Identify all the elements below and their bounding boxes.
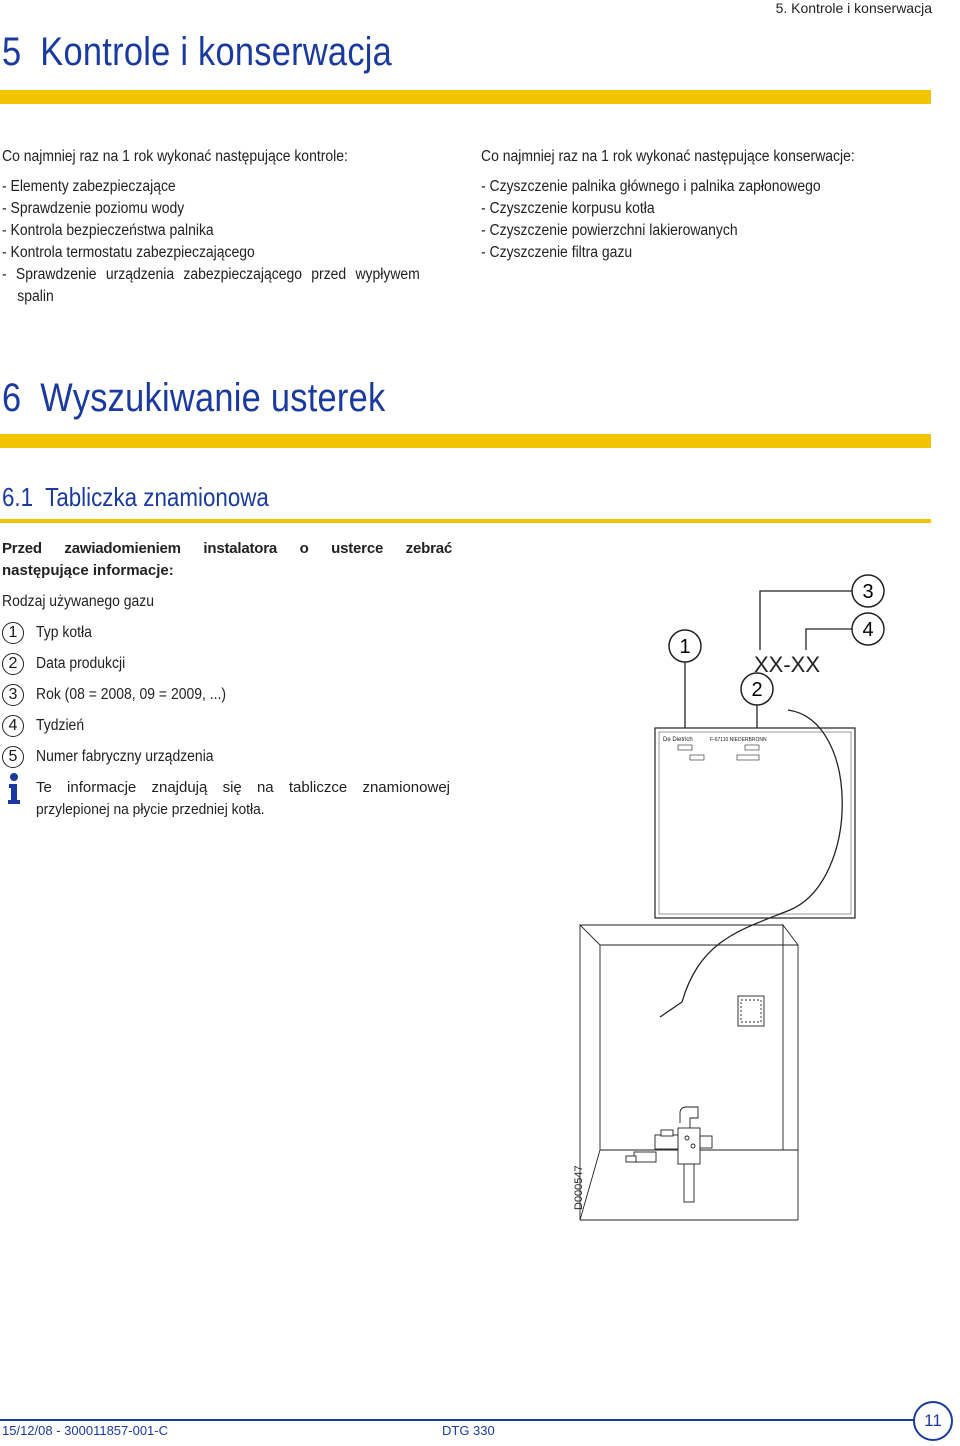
legend-number-3: 3	[2, 684, 24, 706]
checks-item: - Sprawdzenie poziomu wody	[2, 200, 185, 217]
plate-brand: De Dietrich	[663, 737, 693, 743]
legend-label-3: Rok (08 = 2008, 09 = 2009, ...)	[36, 686, 227, 703]
plate-address: F-67110 NIEDERBRONN	[710, 737, 767, 743]
checks-item: - Kontrola bezpieczeństwa palnika	[2, 222, 214, 239]
callout-2	[741, 673, 773, 705]
checks-item: - Elementy zabezpieczające	[2, 178, 176, 195]
collect-info-line-2: następujące informacje:	[2, 562, 174, 579]
section-6-1-rule	[0, 519, 931, 523]
legend-label-2: Data produkcji	[36, 655, 126, 672]
gas-valve-drawing	[626, 1107, 712, 1202]
legend-number-2: 2	[2, 653, 24, 675]
rating-plate-figure	[560, 570, 960, 1230]
running-header: 5. Kontrole i konserwacja	[775, 0, 932, 16]
legend-label-5: Numer fabryczny urządzenia	[36, 748, 214, 765]
section-6-rule	[0, 434, 931, 448]
section-5-heading	[2, 30, 392, 75]
info-icon	[4, 772, 24, 806]
gas-type-label: Rodzaj używanego gazu	[2, 593, 155, 610]
legend-row-4	[2, 715, 452, 737]
footer-rule	[0, 1419, 915, 1421]
maintenance-column	[481, 146, 931, 264]
date-format-label: XX-XX	[753, 652, 821, 677]
legend-label-4: Tydzień	[36, 717, 85, 734]
footer-doc-ref: 15/12/08 - 300011857-001-C	[2, 1423, 168, 1438]
legend-number-1: 1	[2, 622, 24, 644]
rating-plate	[655, 728, 855, 918]
svg-text:1: 1	[679, 636, 691, 658]
legend-row-1	[2, 622, 452, 644]
maintenance-item: - Czyszczenie filtra gazu	[481, 244, 633, 261]
collect-info-intro	[2, 538, 452, 582]
section-6-number: 6	[2, 376, 22, 420]
checks-item-wrapped	[2, 264, 452, 286]
section-6-1-heading	[2, 482, 269, 513]
checks-item: - Kontrola termostatu zabezpieczającego	[2, 244, 255, 261]
svg-text:2: 2	[751, 679, 763, 701]
legend-number-5: 5	[2, 746, 24, 768]
maintenance-item: - Czyszczenie palnika głównego i palnika zapłonowego	[481, 178, 821, 195]
section-6-1-number: 6.1	[2, 482, 34, 512]
page-number: 11	[913, 1401, 953, 1441]
legend-row-5	[2, 746, 452, 768]
section-6-title: Wyszukiwanie usterek	[40, 376, 386, 420]
legend-row-2	[2, 653, 452, 675]
drawing-code: D000547	[573, 1165, 585, 1210]
checks-intro: Co najmniej raz na 1 rok wykonać następujące kontrole:	[2, 148, 348, 165]
legend-number-4: 4	[2, 715, 24, 737]
maintenance-item: - Czyszczenie korpusu kotła	[481, 200, 655, 217]
callout-1	[669, 630, 701, 662]
legend-label-1: Typ kotła	[36, 624, 92, 641]
callout-3	[852, 575, 884, 607]
checks-column	[2, 146, 452, 308]
info-note-line-2: przylepionej na płycie przedniej kotła.	[36, 801, 265, 818]
svg-text:4: 4	[862, 619, 874, 641]
checks-item: - Sprawdzenie urządzenia zabezpieczającego przed wypływem	[2, 266, 420, 283]
section-6-1-title: Tabliczka znamionowa	[45, 482, 269, 512]
maintenance-item: - Czyszczenie powierzchni lakierowanych	[481, 222, 738, 239]
section-5-title: Kontrole i konserwacja	[40, 30, 393, 74]
section-6-heading	[2, 376, 385, 421]
collect-info-line-1: Przed zawiadomieniem instalatora o usterce zebrać	[2, 540, 452, 557]
section-5-rule	[0, 90, 931, 104]
svg-text:3: 3	[862, 581, 874, 603]
checks-item-continuation: spalin	[17, 288, 54, 305]
maintenance-intro: Co najmniej raz na 1 rok wykonać następujące konserwacje:	[481, 148, 855, 165]
section-5-number: 5	[2, 30, 22, 74]
legend-row-3	[2, 684, 452, 706]
info-note-line-1: Te informacje znajdują się na tabliczce znamionowej	[36, 779, 450, 796]
info-note	[36, 777, 450, 821]
footer-model: DTG 330	[442, 1423, 495, 1438]
callout-4	[852, 613, 884, 645]
